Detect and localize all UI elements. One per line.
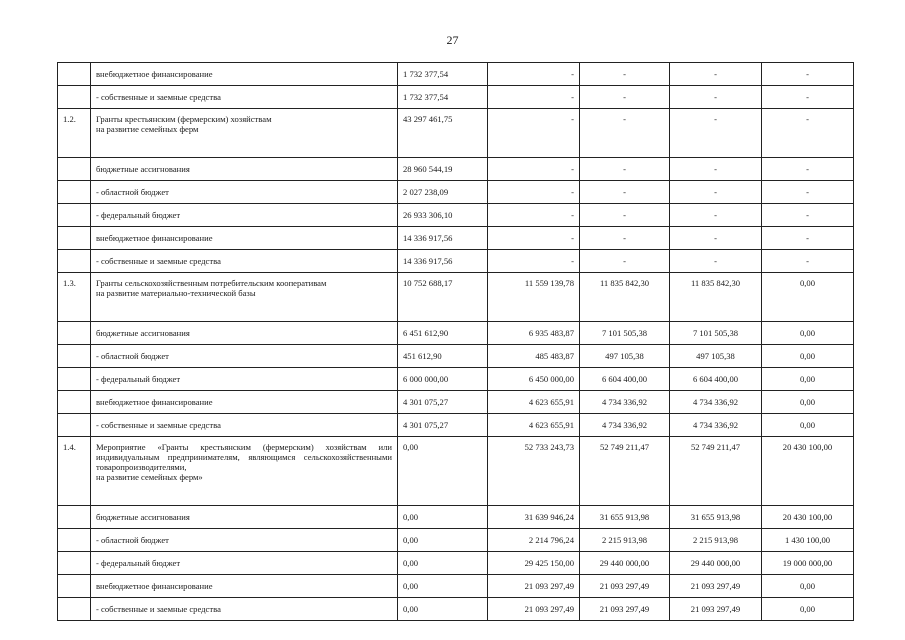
amount-cell: 1 732 377,54 (398, 86, 488, 109)
amount-cell: 451 612,90 (398, 345, 488, 368)
amount-cell: - (762, 227, 854, 250)
amount-cell: 6 000 000,00 (398, 368, 488, 391)
row-number (58, 506, 91, 529)
table-row (58, 506, 854, 529)
row-number (58, 391, 91, 414)
amount-cell: - (488, 181, 580, 204)
amount-cell: 4 734 336,92 (580, 391, 670, 414)
amount-cell: - (762, 63, 854, 86)
row-number (58, 181, 91, 204)
amount-cell: 485 483,87 (488, 345, 580, 368)
row-number (58, 575, 91, 598)
row-label: - областной бюджет (91, 345, 398, 368)
table-row (58, 250, 854, 273)
table-row (58, 273, 854, 322)
amount-cell: 31 639 946,24 (488, 506, 580, 529)
amount-cell: 0,00 (398, 437, 488, 506)
row-label: внебюджетное финансирование (91, 227, 398, 250)
amount-cell: 0,00 (398, 529, 488, 552)
table-row (58, 529, 854, 552)
amount-cell: 4 623 655,91 (488, 391, 580, 414)
amount-cell: 21 093 297,49 (488, 598, 580, 621)
row-number (58, 63, 91, 86)
row-number (58, 552, 91, 575)
amount-cell: - (670, 63, 762, 86)
amount-cell: 26 933 306,10 (398, 204, 488, 227)
row-number (58, 345, 91, 368)
table-row (58, 158, 854, 181)
amount-cell: 0,00 (762, 598, 854, 621)
amount-cell: - (488, 227, 580, 250)
table-row (58, 345, 854, 368)
row-number (58, 158, 91, 181)
amount-cell: - (762, 250, 854, 273)
amount-cell: 28 960 544,19 (398, 158, 488, 181)
row-label: - собственные и заемные средства (91, 598, 398, 621)
amount-cell: 11 835 842,30 (670, 273, 762, 322)
table-row (58, 227, 854, 250)
amount-cell: 29 440 000,00 (580, 552, 670, 575)
amount-cell: - (580, 86, 670, 109)
amount-cell: 21 093 297,49 (670, 575, 762, 598)
row-number (58, 414, 91, 437)
table-row (58, 181, 854, 204)
amount-cell: - (488, 250, 580, 273)
amount-cell: 497 105,38 (670, 345, 762, 368)
amount-cell: 6 604 400,00 (670, 368, 762, 391)
amount-cell: 6 451 612,90 (398, 322, 488, 345)
amount-cell: 4 734 336,92 (670, 414, 762, 437)
amount-cell: - (580, 204, 670, 227)
row-label: - собственные и заемные средства (91, 414, 398, 437)
amount-cell: - (670, 109, 762, 158)
amount-cell: 1 732 377,54 (398, 63, 488, 86)
amount-cell: 0,00 (762, 368, 854, 391)
amount-cell: 21 093 297,49 (670, 598, 762, 621)
table-row (58, 204, 854, 227)
amount-cell: - (670, 158, 762, 181)
amount-cell: 2 027 238,09 (398, 181, 488, 204)
amount-cell: 4 734 336,92 (580, 414, 670, 437)
table-row (58, 598, 854, 621)
row-label: бюджетные ассигнования (91, 158, 398, 181)
table-row (58, 437, 854, 506)
amount-cell: 0,00 (762, 345, 854, 368)
amount-cell: 21 093 297,49 (488, 575, 580, 598)
row-label: - собственные и заемные средства (91, 86, 398, 109)
amount-cell: 0,00 (762, 273, 854, 322)
amount-cell: - (670, 86, 762, 109)
table-row (58, 575, 854, 598)
table-row (58, 86, 854, 109)
amount-cell: 0,00 (398, 598, 488, 621)
amount-cell: 4 734 336,92 (670, 391, 762, 414)
amount-cell: 1 430 100,00 (762, 529, 854, 552)
amount-cell: 2 215 913,98 (670, 529, 762, 552)
table-row (58, 322, 854, 345)
row-number (58, 204, 91, 227)
row-number (58, 322, 91, 345)
row-label: внебюджетное финансирование (91, 391, 398, 414)
amount-cell: 4 301 075,27 (398, 391, 488, 414)
amount-cell: 7 101 505,38 (670, 322, 762, 345)
amount-cell: 11 559 139,78 (488, 273, 580, 322)
amount-cell: 52 749 211,47 (670, 437, 762, 506)
row-label: - областной бюджет (91, 181, 398, 204)
amount-cell: 0,00 (762, 575, 854, 598)
amount-cell: - (762, 204, 854, 227)
amount-cell: 2 215 913,98 (580, 529, 670, 552)
amount-cell: - (488, 204, 580, 227)
amount-cell: 6 935 483,87 (488, 322, 580, 345)
amount-cell: 0,00 (398, 506, 488, 529)
row-number: 1.2. (58, 109, 91, 158)
amount-cell: - (670, 250, 762, 273)
row-number (58, 227, 91, 250)
amount-cell: - (762, 158, 854, 181)
row-label: - федеральный бюджет (91, 204, 398, 227)
amount-cell: 6 450 000,00 (488, 368, 580, 391)
amount-cell: 29 440 000,00 (670, 552, 762, 575)
row-label: бюджетные ассигнования (91, 322, 398, 345)
table-row (58, 63, 854, 86)
amount-cell: 4 623 655,91 (488, 414, 580, 437)
amount-cell: - (488, 158, 580, 181)
amount-cell: 52 733 243,73 (488, 437, 580, 506)
table-body (58, 63, 854, 621)
amount-cell: - (762, 86, 854, 109)
row-label: бюджетные ассигнования (91, 506, 398, 529)
amount-cell: 21 093 297,49 (580, 575, 670, 598)
amount-cell: - (580, 181, 670, 204)
amount-cell: 20 430 100,00 (762, 437, 854, 506)
amount-cell: - (488, 63, 580, 86)
table-row (58, 391, 854, 414)
row-number (58, 250, 91, 273)
amount-cell: 43 297 461,75 (398, 109, 488, 158)
amount-cell: 2 214 796,24 (488, 529, 580, 552)
amount-cell: - (580, 227, 670, 250)
amount-cell: - (580, 109, 670, 158)
page-number: 27 (446, 33, 459, 47)
amount-cell: - (580, 250, 670, 273)
row-label: - собственные и заемные средства (91, 250, 398, 273)
row-number: 1.3. (58, 273, 91, 322)
table-row (58, 552, 854, 575)
table-row (58, 368, 854, 391)
amount-cell: 497 105,38 (580, 345, 670, 368)
row-number (58, 598, 91, 621)
row-label: Гранты крестьянским (фермерским) хозяйствам на развитие семейных ферм (91, 109, 398, 158)
row-label: Мероприятие «Гранты крестьянским (фермерским) хозяйствам или индивидуальным предпринимателям, являющимся сельскохозяйственными товаропроизводителями, на развитие семейных ферм» (91, 437, 398, 506)
amount-cell: 0,00 (762, 414, 854, 437)
amount-cell: - (670, 204, 762, 227)
amount-cell: 0,00 (398, 575, 488, 598)
row-number (58, 86, 91, 109)
amount-cell: 19 000 000,00 (762, 552, 854, 575)
amount-cell: 0,00 (398, 552, 488, 575)
amount-cell: - (670, 181, 762, 204)
amount-cell: 7 101 505,38 (580, 322, 670, 345)
row-label: - федеральный бюджет (91, 552, 398, 575)
amount-cell: 14 336 917,56 (398, 227, 488, 250)
amount-cell: 4 301 075,27 (398, 414, 488, 437)
amount-cell: 6 604 400,00 (580, 368, 670, 391)
amount-cell: 52 749 211,47 (580, 437, 670, 506)
amount-cell: 14 336 917,56 (398, 250, 488, 273)
amount-cell: - (762, 181, 854, 204)
amount-cell: 0,00 (762, 391, 854, 414)
amount-cell: 0,00 (762, 322, 854, 345)
row-label: Гранты сельскохозяйственным потребительским кооперативам на развитие материально-технической базы (91, 273, 398, 322)
amount-cell: 20 430 100,00 (762, 506, 854, 529)
amount-cell: 10 752 688,17 (398, 273, 488, 322)
amount-cell: 31 655 913,98 (670, 506, 762, 529)
amount-cell: 31 655 913,98 (580, 506, 670, 529)
amount-cell: 11 835 842,30 (580, 273, 670, 322)
amount-cell: - (488, 109, 580, 158)
table-row (58, 109, 854, 158)
row-label: внебюджетное финансирование (91, 63, 398, 86)
amount-cell: - (762, 109, 854, 158)
row-number (58, 529, 91, 552)
row-number: 1.4. (58, 437, 91, 506)
amount-cell: - (580, 158, 670, 181)
amount-cell: 29 425 150,00 (488, 552, 580, 575)
row-label: - федеральный бюджет (91, 368, 398, 391)
row-label: - областной бюджет (91, 529, 398, 552)
table-row (58, 414, 854, 437)
financing-table (57, 62, 854, 621)
row-label: внебюджетное финансирование (91, 575, 398, 598)
amount-cell: - (580, 63, 670, 86)
amount-cell: - (488, 86, 580, 109)
row-number (58, 368, 91, 391)
amount-cell: - (670, 227, 762, 250)
amount-cell: 21 093 297,49 (580, 598, 670, 621)
